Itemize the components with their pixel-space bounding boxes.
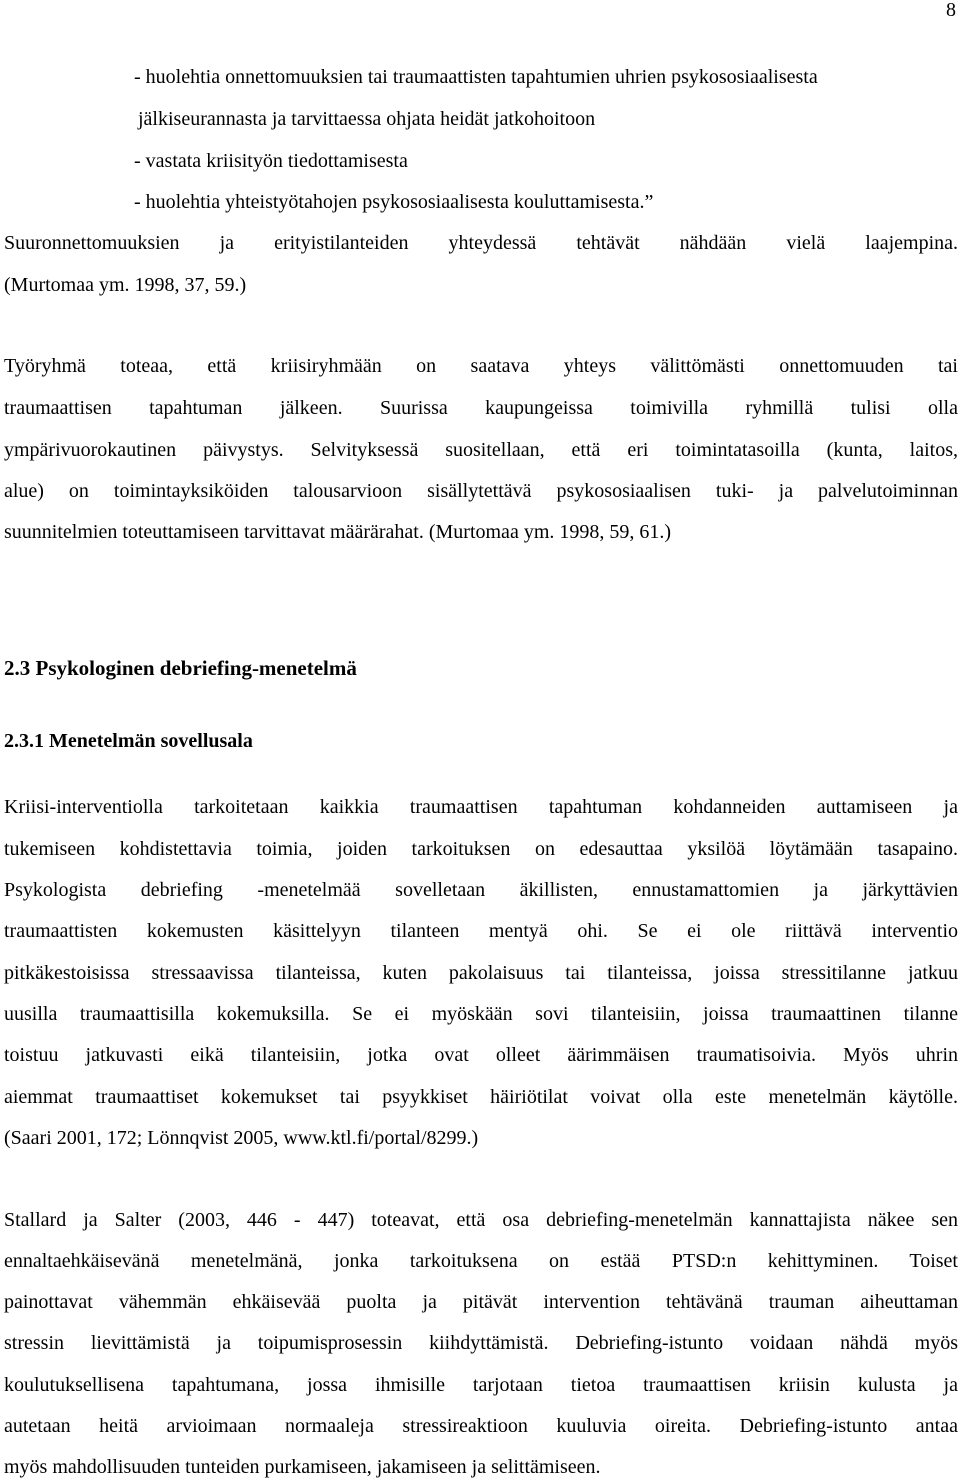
list-item-line: - huolehtia onnettomuuksien tai traumaattisten tapahtumien uhrien psykososiaalisesta: [134, 66, 818, 88]
paragraph-line: Työryhmä toteaa, että kriisiryhmään on saatava yhteys välittömästi onnettomuuden tai: [4, 355, 958, 377]
text-line: (Murtomaa ym. 1998, 37, 59.): [4, 274, 247, 296]
subsection-heading: 2.3.1 Menetelmän sovellusala: [4, 730, 253, 752]
list-item-line: jälkiseurannasta ja tarvittaessa ohjata heidät jatkohoitoon: [138, 108, 596, 130]
page-number: 8: [946, 0, 956, 21]
paragraph-line: traumaattisten kokemusten käsittelyyn tilanteen mentyä ohi. Se ei ole riittävä interventio: [4, 920, 958, 942]
paragraph-line: myös mahdollisuuden tunteiden purkamiseen, jakamiseen ja selittämiseen.: [4, 1456, 601, 1478]
paragraph-line: painottavat vähemmän ehkäisevää puolta ja pitävät intervention tehtävänä trauman aiheuttaman: [4, 1291, 958, 1313]
paragraph-line: uusilla traumaattisilla kokemuksilla. Se ei myöskään sovi tilanteisiin, joissa traumaattinen tilanne: [4, 1003, 958, 1025]
paragraph-line: koulutuksellisena tapahtumana, jossa ihmisille tarjotaan tietoa traumaattisen kriisin kulusta ja: [4, 1374, 958, 1396]
paragraph-line: autetaan heitä arvioimaan normaaleja stressireaktioon kuuluvia oireita. Debriefing-istunto antaa: [4, 1415, 958, 1437]
list-item-line: - huolehtia yhteistyötahojen psykososiaalisesta kouluttamisesta.”: [134, 191, 654, 213]
paragraph-line: ympärivuorokautinen päivystys. Selvityksessä suositellaan, että eri toimintatasoilla (kunta, laitos,: [4, 439, 958, 461]
paragraph-line: stressin lievittämistä ja toipumisprosessin kiihdyttämistä. Debriefing-istunto voidaan nähdä myös: [4, 1332, 958, 1354]
paragraph-line: pitkäkestoisissa stressaavissa tilanteissa, kuten pakolaisuus tai tilanteissa, joissa stressitilanne jatkuu: [4, 962, 958, 984]
paragraph-line: Kriisi-interventiolla tarkoitetaan kaikkia traumaattisen tapahtuman kohdanneiden auttamiseen ja: [4, 796, 958, 818]
paragraph-line: (Saari 2001, 172; Lönnqvist 2005, www.ktl.fi/portal/8299.): [4, 1127, 479, 1149]
paragraph-line: Stallard ja Salter (2003, 446 - 447) toteavat, että osa debriefing-menetelmän kannattajista näkee sen: [4, 1209, 958, 1231]
paragraph-line: tukemiseen kohdistettavia toimia, joiden tarkoituksen on edesauttaa yksilöä löytämään tasapaino.: [4, 838, 958, 860]
paragraph-line: toistuu jatkuvasti eikä tilanteisiin, jotka ovat olleet äärimmäisen traumatisoivia. Myös uhrin: [4, 1044, 958, 1066]
paragraph-line: aiemmat traumaattiset kokemukset tai psyykkiset häiriötilat voivat olla este menetelmän käytölle.: [4, 1086, 958, 1108]
list-item-line: - vastata kriisityön tiedottamisesta: [134, 150, 408, 172]
section-heading: 2.3 Psykologinen debriefing-menetelmä: [4, 656, 357, 680]
paragraph-line: Psykologista debriefing -menetelmää sovelletaan äkillisten, ennustamattomien ja järkyttävien: [4, 879, 958, 901]
paragraph-line: alue) on toimintayksiköiden talousarvioon sisällytettävä psykososiaalisen tuki- ja palvelutoiminnan: [4, 480, 958, 502]
paragraph-line: traumaattisen tapahtuman jälkeen. Suurissa kaupungeissa toimivilla ryhmillä tulisi olla: [4, 397, 958, 419]
paragraph-line: suunnitelmien toteuttamiseen tarvittavat määrärahat. (Murtomaa ym. 1998, 59, 61.): [4, 521, 672, 543]
text-line: Suuronnettomuuksien ja erityistilanteiden yhteydessä tehtävät nähdään vielä laajempina.: [4, 232, 958, 254]
paragraph-line: ennaltaehkäisevänä menetelmänä, jonka tarkoituksena on estää PTSD:n kehittyminen. Toiset: [4, 1250, 958, 1272]
